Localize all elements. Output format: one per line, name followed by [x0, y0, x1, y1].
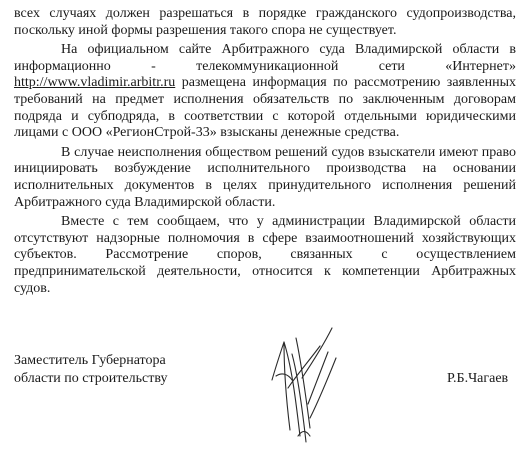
arbitration-court-website-link[interactable]: http://www.vladimir.arbitr.ru: [14, 75, 176, 91]
body-paragraph: [14, 42, 516, 142]
body-paragraph: [14, 214, 516, 297]
signatory-title: [14, 352, 167, 388]
signatory-title-line-2: области по строительству: [14, 371, 168, 386]
letter-body: [14, 6, 516, 300]
paragraph-text: всех случаях должен разрешаться в порядке гражданского судопроизводства, поскольку иной формы разрешения такого спора не существует.: [14, 6, 516, 38]
body-paragraph: [14, 6, 516, 39]
handwritten-signature: [262, 318, 352, 446]
paragraph-text: размещена информация по рассмотрению заявленных требований на предмет исполнения обязательств по заключенным договорам подряда и субподряда, в соответствии с которой отдельными юридическими лицами с ООО «РегионСтрой-33» взысканы денежные средства.: [14, 75, 516, 141]
paragraph-text: На официальном сайте Арбитражного суда Владимирской области в информационно - телекоммуникационной сети «Интернет»: [14, 42, 516, 74]
signatory-title-line-1: Заместитель Губернатора: [14, 353, 166, 368]
paragraph-text: В случае неисполнения обществом решений судов взыскатели имеют право инициировать возбуждение исполнительного производства на основании исполнительных документов в целях принудительного исполнения решений Арбитражного суда Владимирской области.: [14, 144, 516, 210]
signatory-name: Р.Б.Чагаев: [447, 371, 509, 386]
paragraph-text: Вместе с тем сообщаем, что у администрации Владимирской области отсутствуют надзорные полномочия в сфере взаимоотношений хозяйствующих субъектов. Рассмотрение споров, связанных с осуществлением предпринимательской деятельности, относится к компетенции Арбитражных судов.: [14, 214, 516, 296]
body-paragraph: [14, 145, 516, 211]
